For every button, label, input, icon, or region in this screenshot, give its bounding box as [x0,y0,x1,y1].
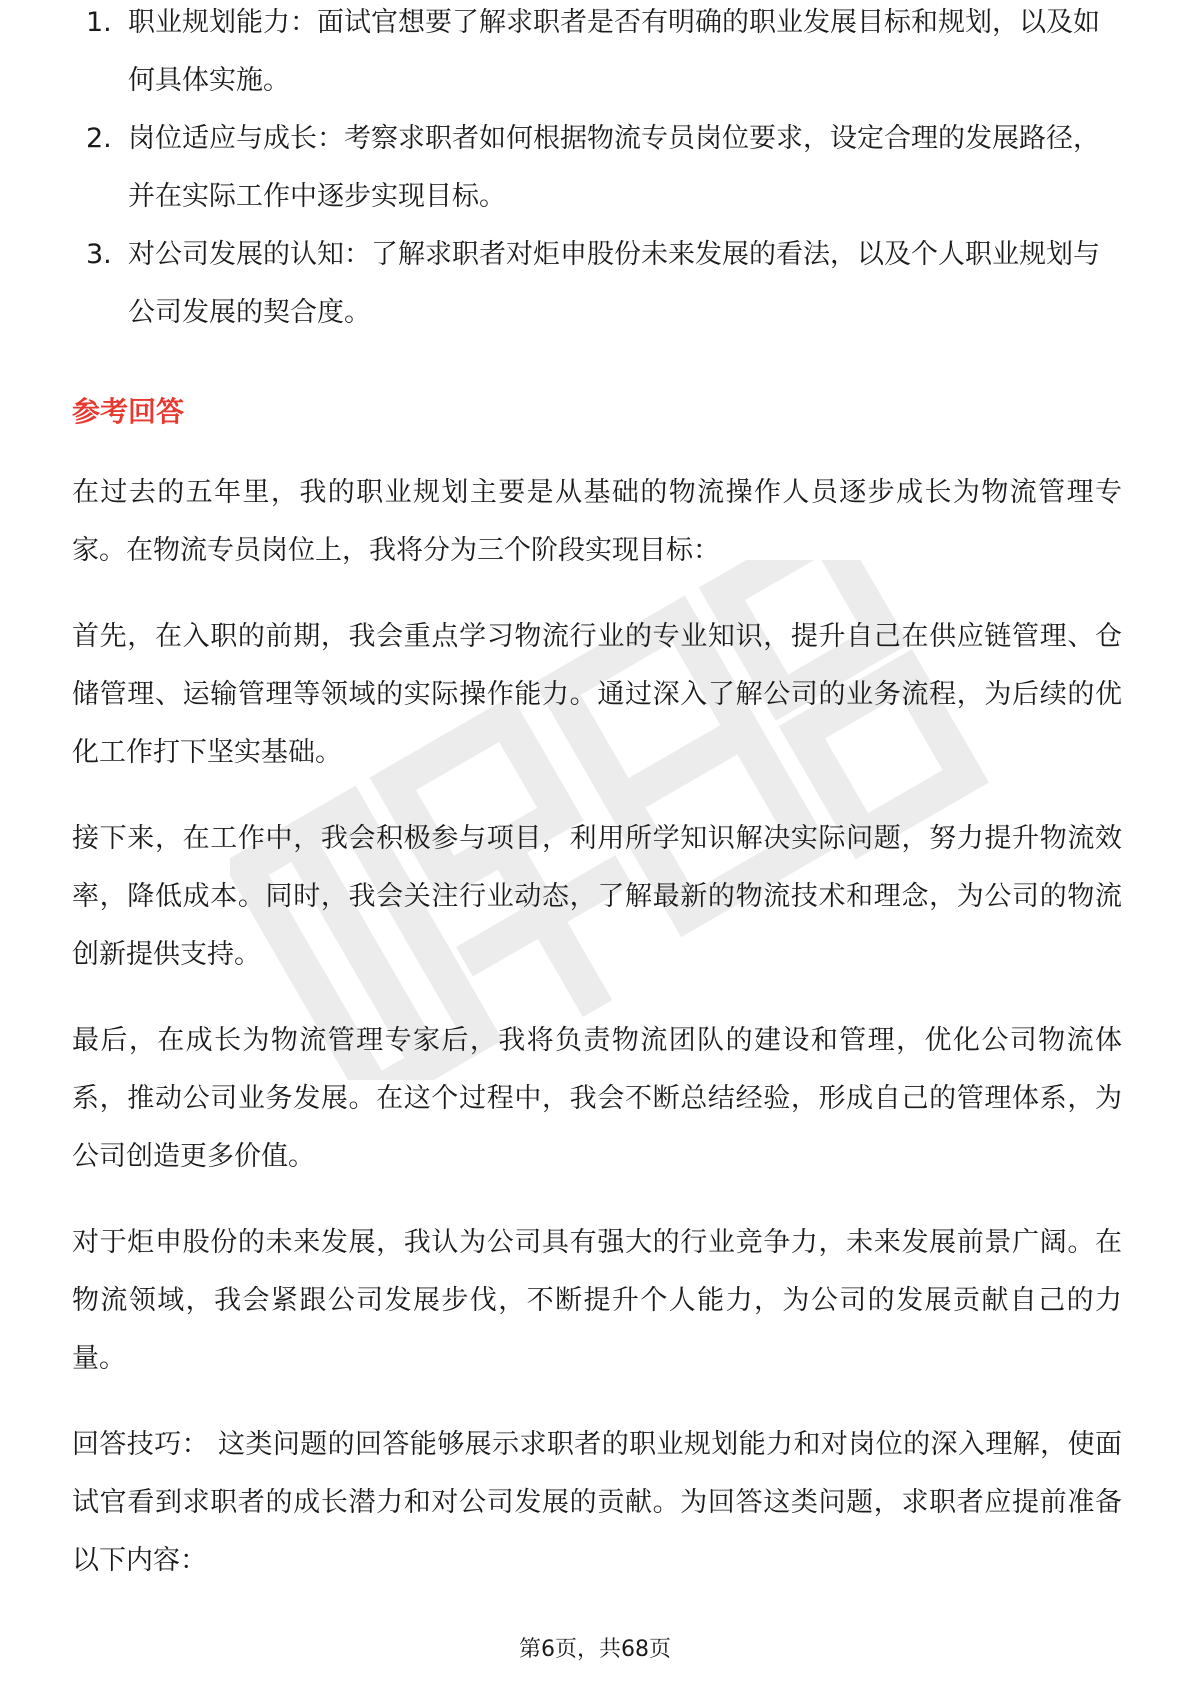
numbered-list [72,7,1122,342]
section-title: 参考回答 [72,395,185,428]
list-item [72,0,1122,110]
list-item [72,226,1122,342]
list-item-number: 2. [86,123,112,154]
page-number: 第6页，共68页 [519,1637,671,1662]
list-item-number: 3. [86,239,112,270]
list-item [72,110,1122,226]
paragraph: 最后，在成长为物流管理专家后，我将负责物流团队的建设和管理，优化公司物流体系，推动公司业务发展。在这个过程中，我会不断总结经验，形成自己的管理体系，为公司创造更多价值。 [72,1025,1122,1172]
paragraph: 接下来，在工作中，我会积极参与项目，利用所学知识解决实际问题，努力提升物流效率，降低成本。同时，我会关注行业动态，了解最新的物流技术和理念，为公司的物流创新提供支持。 [72,823,1122,970]
paragraph: 对于炬申股份的未来发展，我认为公司具有强大的行业竞争力，未来发展前景广阔。在物流领域，我会紧跟公司发展步伐，不断提升个人能力，为公司的发展贡献自己的力量。 [72,1227,1122,1374]
paragraph: 首先，在入职的前期，我会重点学习物流行业的专业知识，提升自己在供应链管理、仓储管理、运输管理等领域的实际操作能力。通过深入了解公司的业务流程，为后续的优化工作打下坚实基础。 [72,621,1122,768]
list-item-text: 岗位适应与成长：考察求职者如何根据物流专员岗位要求，设定合理的发展路径，并在实际工作中逐步实现目标。 [128,123,1100,212]
list-item-number: 1. [86,7,112,38]
answer-body [72,464,1122,1618]
paragraph: 回答技巧： 这类问题的回答能够展示求职者的职业规划能力和对岗位的深入理解，使面试官看到求职者的成长潜力和对公司发展的贡献。为回答这类问题，求职者应提前准备以下内容： [72,1429,1122,1576]
list-item-text: 对公司发展的认知：了解求职者对炬申股份未来发展的看法，以及个人职业规划与公司发展的契合度。 [128,239,1100,328]
list-item-text: 职业规划能力：面试官想要了解求职者是否有明确的职业发展目标和规划，以及如何具体实施。 [128,7,1100,96]
paragraph: 在过去的五年里，我的职业规划主要是从基础的物流操作人员逐步成长为物流管理专家。在物流专员岗位上，我将分为三个阶段实现目标： [72,477,1122,566]
